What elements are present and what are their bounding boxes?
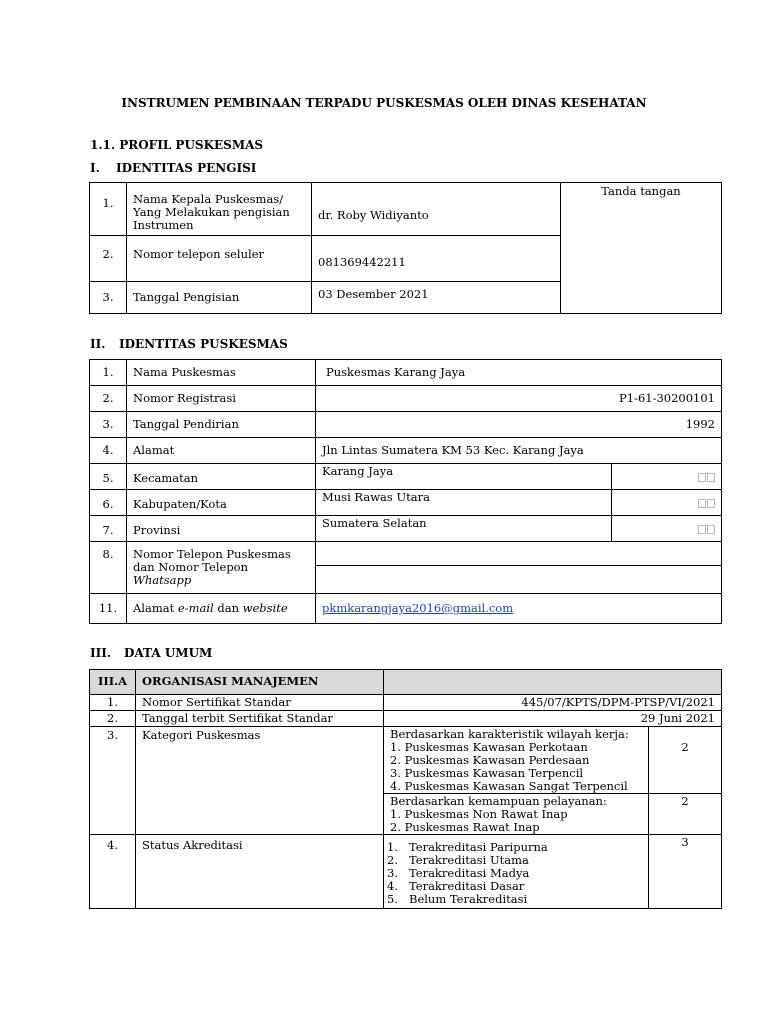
kategori-wilayah-answer: 2 [649, 727, 722, 794]
signature-label: Tanda tangan [601, 184, 681, 198]
data-umum-row-4-no: 4. [90, 835, 136, 909]
identitas-row-8-no: 8. [90, 542, 127, 594]
code-box-icon [707, 499, 715, 508]
identitas-row-7-no: 7. [90, 516, 127, 542]
code-box-icon [698, 473, 706, 482]
pengisi-row-3-no: 3. [90, 282, 127, 314]
email-label-part-2: e-mail [177, 601, 214, 615]
kabupaten-code-cell [612, 490, 722, 516]
kategori-pelayanan-answer: 2 [649, 794, 722, 835]
code-box-icon [698, 499, 706, 508]
email-value-cell [316, 594, 722, 624]
identitas-row-2-no: 2. [90, 386, 127, 412]
document-title: INSTRUMEN PEMBINAAN TERPADU PUSKESMAS OLEH DINAS KESEHATAN [121, 96, 647, 110]
pengisi-row-1-label [127, 183, 312, 236]
kategori-pelayanan-title: Berdasarkan kemampuan pelayanan: [390, 794, 607, 808]
kecamatan-value: Karang Jaya [316, 464, 612, 490]
tanggal-sertifikat-value: 29 Juni 2021 [384, 711, 722, 727]
nomor-registrasi-value: P1-61-30200101 [316, 386, 722, 412]
pengisi-row-1-label-line-3: Instrumen [133, 218, 194, 233]
pengisi-row-2-label: Nomor telepon seluler [127, 236, 312, 282]
provinsi-value: Sumatera Selatan [316, 516, 612, 542]
nomor-sertifikat-value: 445/07/KPTS/DPM-PTSP/VI/2021 [384, 695, 722, 711]
pengisi-row-3-label: Tanggal Pengisian [127, 282, 312, 314]
section-2-heading [90, 338, 288, 352]
code-box-icon [707, 473, 715, 482]
pengisi-row-1-value: dr. Roby Widiyanto [312, 183, 561, 236]
kategori-wilayah-option: 2. Puskesmas Kawasan Perdesaan [390, 753, 590, 767]
kategori-wilayah-options [384, 727, 649, 794]
data-umum-header-title: ORGANISASI MANAJEMEN [136, 670, 384, 695]
telepon-label-whatsapp: Whatsapp [133, 573, 192, 588]
section-3-heading [90, 647, 212, 661]
pengisi-row-3-value: 03 Desember 2021 [312, 282, 561, 314]
email-label-part-3: dan [213, 601, 243, 615]
akreditasi-options [384, 835, 649, 909]
data-umum-row-1-label: Nomor Sertifikat Standar [136, 695, 384, 711]
identitas-row-1-no: 1. [90, 360, 127, 386]
identitas-row-8-label [127, 542, 316, 594]
identitas-row-5-label: Kecamatan [127, 464, 316, 490]
akreditasi-option: 3. Terakreditasi Madya [387, 866, 530, 880]
section-1-heading [90, 162, 256, 176]
tanggal-pendirian-value: 1992 [316, 412, 722, 438]
section-2-number: II. [90, 337, 106, 351]
section-1-title: IDENTITAS PENGISI [116, 161, 257, 175]
identitas-row-6-label: Kabupaten/Kota [127, 490, 316, 516]
pengisi-row-1-label-line-2: Yang Melakukan pengisian [133, 205, 290, 220]
akreditasi-option: 4. Terakreditasi Dasar [387, 879, 525, 893]
code-box-icon [707, 525, 715, 534]
identitas-puskesmas-table [89, 359, 722, 624]
data-umum-header-code: III.A [90, 670, 136, 695]
kecamatan-code-cell [612, 464, 722, 490]
kabupaten-value: Musi Rawas Utara [316, 490, 612, 516]
identitas-row-11-no: 11. [90, 594, 127, 624]
kategori-pelayanan-option: 2. Puskesmas Rawat Inap [390, 820, 540, 834]
telepon-label-line-1: Nomor Telepon Puskesmas [133, 547, 291, 561]
data-umum-row-3-no: 3. [90, 727, 136, 835]
provinsi-code-cell [612, 516, 722, 542]
signature-cell [561, 183, 722, 314]
pengisi-row-1-no: 1. [90, 183, 127, 236]
data-umum-header-blank [384, 670, 722, 695]
telepon-whatsapp-value [316, 566, 722, 594]
identitas-row-3-label: Tanggal Pendirian [127, 412, 316, 438]
data-umum-row-2-no: 2. [90, 711, 136, 727]
section-2-title: IDENTITAS PUSKESMAS [119, 337, 288, 351]
identitas-pengisi-table [89, 182, 722, 314]
data-umum-row-2-label: Tanggal terbit Sertifikat Standar [136, 711, 384, 727]
data-umum-table [89, 669, 722, 909]
telepon-puskesmas-value [316, 542, 722, 566]
pengisi-row-2-value: 081369442211 [312, 236, 561, 282]
nama-puskesmas-value: Puskesmas Karang Jaya [316, 360, 722, 386]
section-profil-heading: 1.1. PROFIL PUSKESMAS [90, 138, 264, 152]
pengisi-row-2-no: 2. [90, 236, 127, 282]
identitas-row-1-label: Nama Puskesmas [127, 360, 316, 386]
section-3-number: III. [90, 646, 112, 660]
kategori-pelayanan-option: 1. Puskesmas Non Rawat Inap [390, 807, 568, 821]
kategori-wilayah-option: 4. Puskesmas Kawasan Sangat Terpencil [390, 779, 628, 793]
identitas-row-4-label: Alamat [127, 438, 316, 464]
akreditasi-option: 5. Belum Terakreditasi [387, 892, 528, 906]
alamat-value: Jln Lintas Sumatera KM 53 Kec. Karang Jaya [316, 438, 722, 464]
email-label-part-4: website [242, 601, 288, 615]
data-umum-row-4-label: Status Akreditasi [136, 835, 384, 909]
pengisi-row-1-label-line-1: Nama Kepala Puskesmas/ [133, 192, 284, 206]
identitas-row-4-no: 4. [90, 438, 127, 464]
data-umum-row-3-label: Kategori Puskesmas [136, 727, 384, 835]
kategori-wilayah-option: 1. Puskesmas Kawasan Perkotaan [390, 740, 588, 754]
identitas-row-11-label [127, 594, 316, 624]
code-box-icon [698, 525, 706, 534]
email-link[interactable]: pkmkarangjaya2016@gmail.com [322, 601, 514, 615]
identitas-row-3-no: 3. [90, 412, 127, 438]
kategori-wilayah-title: Berdasarkan karakteristik wilayah kerja: [390, 727, 629, 741]
data-umum-row-1-no: 1. [90, 695, 136, 711]
identitas-row-5-no: 5. [90, 464, 127, 490]
telepon-label-line-2: dan Nomor Telepon [133, 560, 249, 575]
kategori-wilayah-option: 3. Puskesmas Kawasan Terpencil [390, 766, 584, 780]
identitas-row-2-label: Nomor Registrasi [127, 386, 316, 412]
kategori-pelayanan-options [384, 794, 649, 835]
email-label-part-1: Alamat [133, 601, 178, 615]
akreditasi-option: 1. Terakreditasi Paripurna [387, 840, 548, 854]
identitas-row-7-label: Provinsi [127, 516, 316, 542]
akreditasi-answer: 3 [649, 835, 722, 909]
section-3-title: DATA UMUM [124, 646, 213, 660]
identitas-row-6-no: 6. [90, 490, 127, 516]
section-1-number: I. [90, 161, 100, 175]
akreditasi-option: 2. Terakreditasi Utama [387, 853, 529, 867]
